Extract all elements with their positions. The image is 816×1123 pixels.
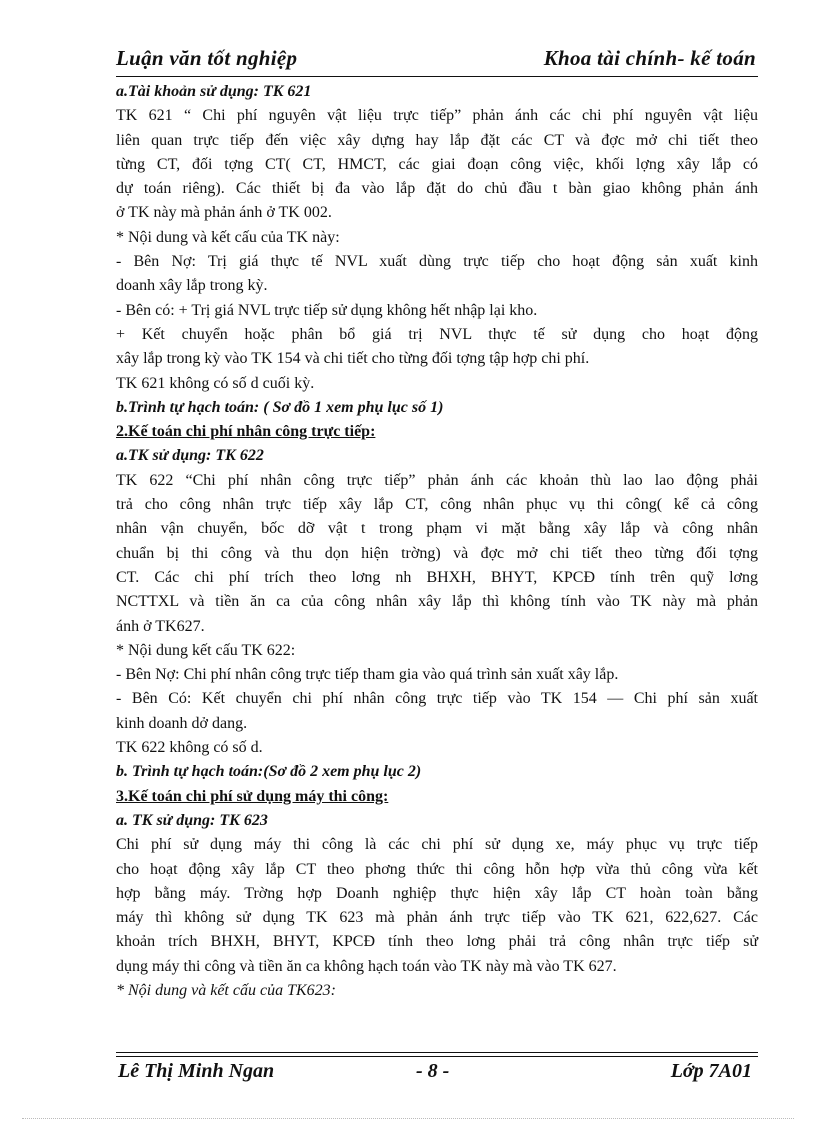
- text-line: máy thì không sử dụng TK 623 mà phản ánh trực tiếp vào TK 621, 622,627. Các: [116, 909, 758, 927]
- text-line: cho hoạt động xây lắp CT theo phơng thức thi công hỗn hợp vừa thủ công vừa kết: [116, 860, 758, 878]
- text-line: * Nội dung và kết cấu của TK này:: [116, 228, 340, 246]
- text-line: trả cho công nhân trực tiếp xây lắp CT, công nhân phục vụ thi công( kể cả công: [116, 496, 758, 514]
- text-line: doanh xây lắp trong kỳ.: [116, 277, 268, 295]
- text-line: dụng máy thi công và tiền ăn ca không hạch toán vào TK này mà vào TK 627.: [116, 957, 617, 975]
- text-line: khoản trích BHXH, BHYT, KPCĐ tính theo lơng phải trả công nhân trực tiếp sử: [116, 933, 758, 951]
- text-line: - Bên Nợ: Trị giá thực tế NVL xuất dùng trực tiếp cho hoạt động sản xuất kinh: [116, 253, 758, 271]
- section-heading: * Nội dung và kết cấu của TK623:: [116, 981, 336, 999]
- section-heading: b.Trình tự hạch toán: ( Sơ đồ 1 xem phụ lục số 1): [116, 398, 444, 416]
- text-line: TK 621 “ Chi phí nguyên vật liệu trực tiếp” phản ánh các chi phí nguyên vật liệu: [116, 107, 758, 125]
- text-line: dự toán riêng). Các thiết bị đa vào lắp đặt do chủ đầu t bàn giao không phản ánh: [116, 180, 758, 198]
- page-footer: [116, 1060, 758, 1086]
- text-line: - Bên Nợ: Chi phí nhân công trực tiếp tham gia vào quá trình sản xuất xây lắp.: [116, 666, 619, 684]
- header-thesis-title: Luận văn tốt nghiệp: [116, 46, 298, 70]
- text-line: xây lắp trong kỳ vào TK 154 và chi tiết cho từng đối tợng tập hợp chi phí.: [116, 350, 590, 368]
- text-line: - Bên Có: Kết chuyển chi phí nhân công trực tiếp vào TK 154 — Chi phí sản xuất: [116, 690, 758, 708]
- page-header: [116, 46, 758, 74]
- section-heading: b. Trình tự hạch toán:(Sơ đồ 2 xem phụ lục 2): [116, 763, 422, 781]
- page-bottom-dotted-border: [22, 1118, 794, 1119]
- text-line: ánh ở TK627.: [116, 617, 205, 635]
- text-line: TK 622 không có số d.: [116, 739, 263, 757]
- footer-rule-top: [116, 1052, 758, 1053]
- text-line: Chi phí sử dụng máy thi công là các chi phí sử dụng xe, máy phục vụ trực tiếp: [116, 836, 758, 854]
- section-heading: a.Tài khoản sử dụng: TK 621: [116, 83, 312, 100]
- footer-class: Lớp 7A01: [670, 1060, 752, 1082]
- document-body: [116, 80, 758, 1003]
- section-heading: 2.Kế toán chi phí nhân công trực tiếp:: [116, 423, 376, 441]
- section-heading: a. TK sử dụng: TK 623: [116, 811, 268, 829]
- header-rule: [116, 76, 758, 77]
- section-heading: a.TK sử dụng: TK 622: [116, 447, 264, 465]
- text-line: TK 622 “Chi phí nhân công trực tiếp” phản ánh các khoản thù lao lao động phải: [116, 471, 758, 489]
- text-line: CT. Các chi phí trích theo lơng nh BHXH, BHYT, KPCĐ tính trên quỹ lơng: [116, 568, 758, 586]
- text-line: + Kết chuyển hoặc phân bổ giá trị NVL thực tế sử dụng cho hoạt động: [116, 325, 758, 343]
- footer-page-number: - 8 -: [416, 1060, 450, 1082]
- text-line: từng CT, đối tợng CT( CT, HMCT, các giai đoạn công việc, khối lợng xây lắp có: [116, 155, 758, 173]
- text-line: * Nội dung kết cấu TK 622:: [116, 641, 296, 659]
- text-line: NCTTXL và tiền ăn ca của công nhân xây lắp thì không tính vào TK này mà phản: [116, 593, 758, 611]
- text-line: kinh doanh dở dang.: [116, 714, 248, 732]
- text-line: hợp bằng máy. Trờng hợp Doanh nghiệp thực hiện xây lắp CT hoàn toàn bằng: [116, 884, 758, 902]
- text-line: ở TK này mà phản ánh ở TK 002.: [116, 204, 332, 222]
- footer-rule-bottom: [116, 1056, 758, 1057]
- header-department: Khoa tài chính- kế toán: [543, 46, 756, 70]
- text-line: - Bên có: + Trị giá NVL trực tiếp sử dụng không hết nhập lại kho.: [116, 301, 538, 319]
- section-heading: 3.Kế toán chi phí sử dụng máy thi công:: [116, 787, 389, 805]
- footer-author: Lê Thị Minh Ngan: [118, 1060, 275, 1082]
- text-line: liên quan trực tiếp đến việc xây dựng hay lắp đặt các CT và đợc mở chi tiết theo: [116, 131, 758, 149]
- text-line: TK 621 không có số d cuối kỳ.: [116, 374, 315, 392]
- text-line: chuẩn bị thi công và thu dọn hiện trờng) và đợc mở chi tiết theo từng đối tợng: [116, 544, 758, 562]
- text-line: nhân vận chuyển, bốc dỡ vật t trong phạm vi mặt bằng xây lắp và công nhân: [116, 520, 758, 538]
